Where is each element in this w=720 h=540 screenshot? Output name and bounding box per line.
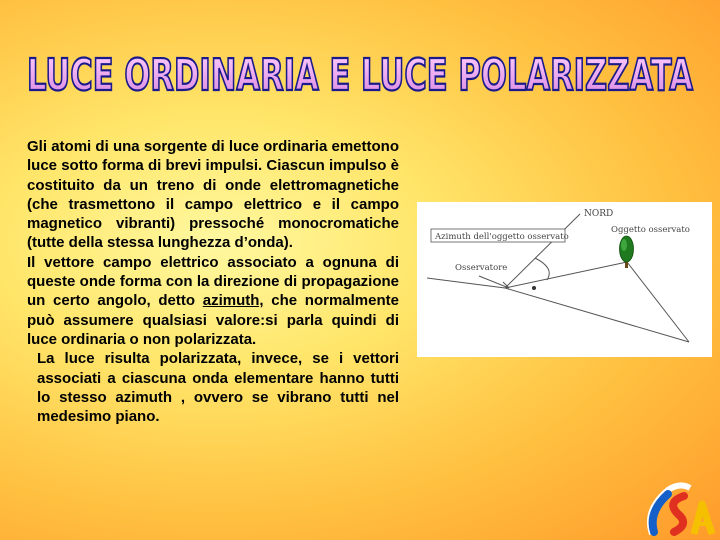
slide-title: LUCE ORDINARIA E LUCE POLARIZZATA <box>27 50 693 101</box>
lower-line <box>505 288 689 342</box>
azimuth-label: Azimuth dell'oggetto osservato <box>435 232 569 242</box>
observer-label: Osservatore <box>455 263 508 273</box>
right-line <box>627 262 689 342</box>
azimuth-arc <box>535 258 549 280</box>
left-line <box>427 278 505 288</box>
azimuth-diagram <box>417 202 712 357</box>
paragraph-azimuth-start: Il vettore campo elettrico associato a ognuna di queste onde forma con la direzione di propagazione un certo angolo, detto <box>27 253 399 310</box>
azimuth-term: azimuth, <box>202 292 264 310</box>
body-text <box>27 137 399 426</box>
observer-dot <box>532 286 536 290</box>
object-label: Oggetto osservato <box>611 225 690 235</box>
paragraph-azimuth <box>27 253 399 349</box>
paragraph-azimuth-end: che normalmente può assumere qualsiasi valore:si parla quindi di luce ordinaria o non polarizzata. <box>27 292 399 348</box>
slide-title-banner <box>20 30 700 110</box>
north-label: NORD <box>584 209 614 219</box>
observer-object-line <box>505 262 627 288</box>
paragraph-polarized: La luce risulta polarizzata, invece, se i vettori associati a ciascuna onda elementare hanno tutti lo stesso azimuth , ovvero se vibrano tutti nel medesimo piano. <box>37 350 399 426</box>
north-line <box>505 214 580 288</box>
logo <box>640 482 718 538</box>
paragraph-impulses: Gli atomi di una sorgente di luce ordinaria emettono luce sotto forma di brevi impulsi. Ciascun impulso è costituito da un treno di onde elettromagnetiche (che trasmettono il campo elettrico e il campo magnetico vibranti) pressoché monocromatiche (tutte della stessa lunghezza d’onda). <box>27 138 399 252</box>
azimuth-diagram-svg <box>417 202 712 357</box>
logo-svg <box>640 482 718 538</box>
slide-title-svg <box>20 30 700 110</box>
